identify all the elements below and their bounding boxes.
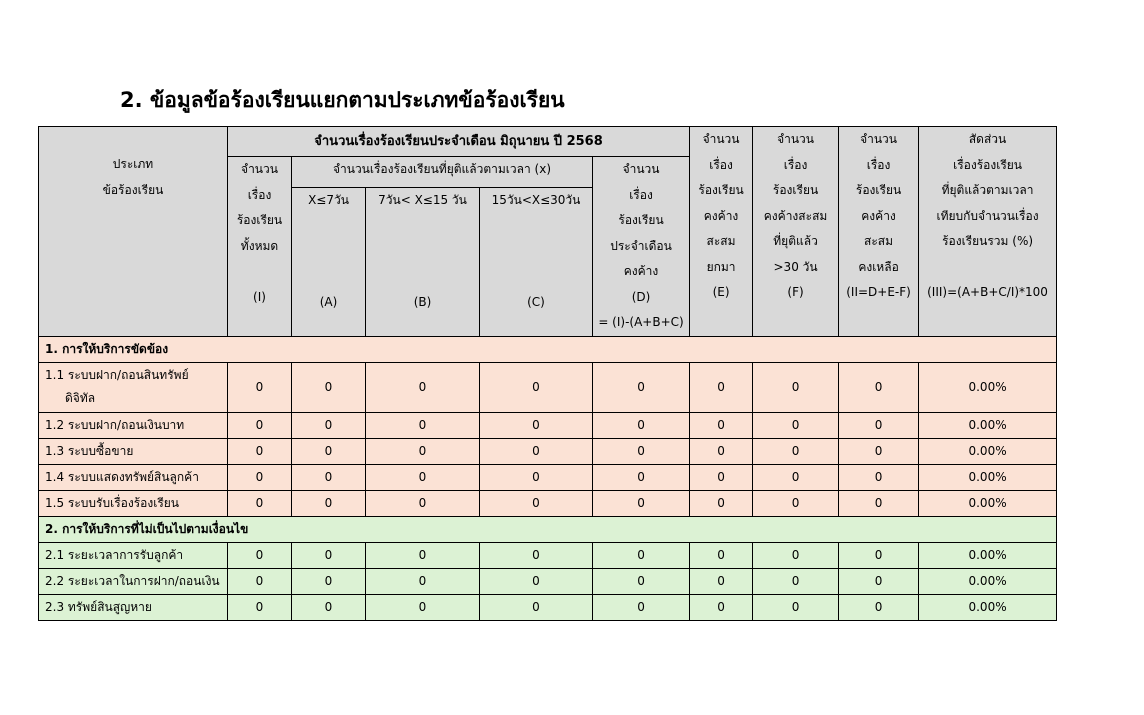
col_a-line: (A) bbox=[319, 294, 338, 309]
col_b-line bbox=[366, 264, 479, 290]
col_c-line bbox=[480, 213, 592, 239]
value-cell: 0 bbox=[839, 412, 919, 438]
value-cell: 0 bbox=[839, 542, 919, 568]
col_iii-line: สัดส่วน bbox=[968, 132, 1007, 146]
table-row bbox=[39, 594, 1057, 620]
value-cell: 0.00% bbox=[919, 412, 1057, 438]
value-cell: 0.00% bbox=[919, 362, 1057, 412]
value-cell: 0 bbox=[690, 464, 753, 490]
col_d-line: (D) bbox=[631, 289, 651, 304]
col_c-line: (C) bbox=[527, 294, 545, 309]
col_f-header bbox=[753, 127, 839, 337]
value-cell: 0 bbox=[228, 464, 292, 490]
total-line: เรื่อง bbox=[247, 187, 272, 202]
value-cell: 0 bbox=[690, 568, 753, 594]
value-cell: 0 bbox=[366, 362, 480, 412]
value-cell: 0.00% bbox=[919, 542, 1057, 568]
value-cell: 0 bbox=[593, 438, 690, 464]
value-cell: 0 bbox=[839, 594, 919, 620]
value-cell: 0 bbox=[593, 568, 690, 594]
col_e-header bbox=[690, 127, 753, 337]
value-cell: 0.00% bbox=[919, 594, 1057, 620]
col_iii-line: ที่ยุติแล้วตามเวลา bbox=[941, 183, 1034, 197]
row-label-line: 1.5 ระบบรับเรื่องร้องเรียน bbox=[45, 495, 179, 510]
value-cell: 0 bbox=[366, 464, 480, 490]
value-cell: 0 bbox=[228, 568, 292, 594]
col_ii-line: (II=D+E-F) bbox=[846, 285, 911, 299]
col_c-line bbox=[480, 264, 592, 290]
value-cell: 0 bbox=[839, 362, 919, 412]
col_ii-header bbox=[839, 127, 919, 337]
table-row bbox=[39, 542, 1057, 568]
col_a-header bbox=[292, 187, 366, 336]
value-cell: 0 bbox=[366, 438, 480, 464]
value-cell: 0 bbox=[690, 438, 753, 464]
value-cell: 0 bbox=[228, 542, 292, 568]
col_f-line: >30 วัน bbox=[773, 259, 818, 274]
value-cell: 0 bbox=[839, 438, 919, 464]
col_f-line: คงค้างสะสม bbox=[763, 208, 828, 223]
value-cell: 0 bbox=[593, 594, 690, 620]
value-cell: 0 bbox=[753, 490, 839, 516]
row-label-line: 1.2 ระบบฝาก/ถอนเงินบาท bbox=[45, 417, 185, 432]
value-cell: 0 bbox=[228, 412, 292, 438]
col_d-line: จำนวน bbox=[622, 162, 660, 176]
value-cell: 0 bbox=[366, 568, 480, 594]
total-line: จำนวน bbox=[241, 162, 278, 176]
section-title: 1. การให้บริการขัดข้อง bbox=[39, 336, 1057, 362]
value-cell: 0 bbox=[366, 490, 480, 516]
col_iii-line: (III)=(A+B+C/I)*100 bbox=[927, 285, 1048, 299]
value-cell: 0 bbox=[228, 438, 292, 464]
value-cell: 0.00% bbox=[919, 568, 1057, 594]
value-cell: 0 bbox=[753, 362, 839, 412]
col_f-line: ร้องเรียน bbox=[772, 183, 819, 197]
col_b-line: (B) bbox=[413, 294, 432, 309]
value-cell: 0 bbox=[690, 490, 753, 516]
col_iii-line: เทียบกับจำนวนเรื่อง bbox=[936, 208, 1039, 223]
table-row bbox=[39, 568, 1057, 594]
value-cell: 0 bbox=[480, 438, 593, 464]
total-line: (I) bbox=[253, 289, 266, 304]
row-label-line: 1.4 ระบบแสดงทรัพย์สินลูกค้า bbox=[45, 469, 199, 484]
value-cell: 0 bbox=[593, 412, 690, 438]
row-label bbox=[39, 412, 228, 438]
col_f-line: ที่ยุติแล้ว bbox=[773, 234, 818, 248]
col_d-line: ร้องเรียน bbox=[618, 213, 664, 227]
total-line: ร้องเรียน bbox=[236, 213, 283, 227]
row-label-line: 2.3 ทรัพย์สินสูญหาย bbox=[45, 599, 152, 614]
table-row bbox=[39, 362, 1057, 412]
value-cell: 0 bbox=[292, 568, 366, 594]
value-cell: 0 bbox=[480, 362, 593, 412]
col_c-header bbox=[480, 187, 593, 336]
complaints-table bbox=[38, 126, 1057, 621]
col_iii-line: ร้องเรียนรวม (%) bbox=[942, 234, 1034, 248]
value-cell: 0 bbox=[480, 594, 593, 620]
value-cell: 0 bbox=[292, 362, 366, 412]
page-title: 2. ข้อมูลข้อร้องเรียนแยกตามประเภทข้อร้องเรียน bbox=[120, 88, 565, 112]
category-line: ข้อร้องเรียน bbox=[102, 182, 164, 197]
col_a-line bbox=[292, 213, 365, 239]
value-cell: 0 bbox=[593, 362, 690, 412]
col_d-line: ประจำเดือน bbox=[610, 238, 672, 253]
value-cell: 0 bbox=[366, 542, 480, 568]
monthly-group-header: จำนวนเรื่องร้องเรียนประจำเดือน มิถุนายน ปี 2568 bbox=[228, 127, 690, 157]
col_d-header bbox=[593, 157, 690, 337]
col_f-line: เรื่อง bbox=[783, 157, 808, 172]
row-label bbox=[39, 542, 228, 568]
col_c-line: 15วัน<X≤30วัน bbox=[491, 192, 581, 207]
col_ii-line: คงค้าง bbox=[861, 208, 896, 223]
value-cell: 0 bbox=[228, 594, 292, 620]
col_iii-line: เรื่องร้องเรียน bbox=[953, 157, 1022, 172]
value-cell: 0 bbox=[292, 542, 366, 568]
value-cell: 0 bbox=[480, 412, 593, 438]
value-cell: 0 bbox=[753, 438, 839, 464]
value-cell: 0.00% bbox=[919, 438, 1057, 464]
col_b-line bbox=[366, 239, 479, 265]
col_d-line: = (I)-(A+B+C) bbox=[598, 315, 684, 329]
row-label-line: 1.3 ระบบซื้อขาย bbox=[45, 443, 134, 458]
value-cell: 0 bbox=[480, 568, 593, 594]
value-cell: 0 bbox=[292, 464, 366, 490]
row-label bbox=[39, 594, 228, 620]
value-cell: 0 bbox=[753, 594, 839, 620]
resolved-group-header: จำนวนเรื่องร้องเรียนที่ยุติแล้วตามเวลา (x) bbox=[292, 157, 593, 188]
value-cell: 0 bbox=[292, 412, 366, 438]
value-cell: 0 bbox=[690, 594, 753, 620]
value-cell: 0 bbox=[839, 490, 919, 516]
row-label bbox=[39, 464, 228, 490]
table-row bbox=[39, 490, 1057, 516]
value-cell: 0 bbox=[753, 568, 839, 594]
row-label-line: 2.2 ระยะเวลาในการฝาก/ถอนเงิน bbox=[45, 573, 220, 588]
total-header bbox=[228, 157, 292, 337]
value-cell: 0 bbox=[366, 594, 480, 620]
section-title: 2. การให้บริการที่ไม่เป็นไปตามเงื่อนไข bbox=[39, 516, 1057, 542]
col_b-line bbox=[366, 213, 479, 239]
col_a-line bbox=[292, 264, 365, 290]
row-label bbox=[39, 568, 228, 594]
total-line bbox=[228, 259, 291, 285]
col_ii-line: จำนวน bbox=[860, 132, 897, 146]
col_e-line: ยกมา bbox=[706, 259, 736, 274]
value-cell: 0 bbox=[292, 438, 366, 464]
col_f-line: (F) bbox=[787, 285, 804, 299]
total-line: ทั้งหมด bbox=[240, 238, 279, 253]
value-cell: 0 bbox=[480, 490, 593, 516]
value-cell: 0 bbox=[690, 542, 753, 568]
col_e-line: จำนวน bbox=[702, 132, 740, 146]
col_f-line: จำนวน bbox=[777, 132, 814, 146]
row-label bbox=[39, 438, 228, 464]
table-row bbox=[39, 412, 1057, 438]
value-cell: 0 bbox=[480, 464, 593, 490]
col_e-line: สะสม bbox=[706, 234, 736, 248]
value-cell: 0 bbox=[753, 464, 839, 490]
col_b-line: 7วัน< X≤15 วัน bbox=[378, 192, 467, 207]
value-cell: 0 bbox=[753, 542, 839, 568]
col_ii-line: คงเหลือ bbox=[858, 259, 899, 274]
value-cell: 0 bbox=[593, 542, 690, 568]
col_b-header bbox=[366, 187, 480, 336]
table-row bbox=[39, 464, 1057, 490]
value-cell: 0 bbox=[292, 594, 366, 620]
col_a-line bbox=[292, 239, 365, 265]
col_ii-line: สะสม bbox=[864, 234, 894, 248]
value-cell: 0.00% bbox=[919, 490, 1057, 516]
value-cell: 0 bbox=[839, 464, 919, 490]
col_e-line: (E) bbox=[712, 285, 730, 299]
col_d-line: เรื่อง bbox=[629, 187, 653, 202]
value-cell: 0.00% bbox=[919, 464, 1057, 490]
value-cell: 0 bbox=[753, 412, 839, 438]
value-cell: 0 bbox=[480, 542, 593, 568]
col_ii-line: เรื่อง bbox=[866, 157, 891, 172]
value-cell: 0 bbox=[690, 412, 753, 438]
col_iii-header bbox=[919, 127, 1057, 337]
row-label bbox=[39, 490, 228, 516]
value-cell: 0 bbox=[593, 490, 690, 516]
category-header bbox=[39, 127, 228, 337]
col_d-line: คงค้าง bbox=[623, 264, 659, 278]
value-cell: 0 bbox=[690, 362, 753, 412]
table-row bbox=[39, 438, 1057, 464]
value-cell: 0 bbox=[292, 490, 366, 516]
col_c-line bbox=[480, 239, 592, 265]
value-cell: 0 bbox=[228, 362, 292, 412]
row-label-line: ดิจิทัล bbox=[65, 391, 96, 405]
category-line: ประเภท bbox=[112, 157, 154, 171]
row-label-line: 2.1 ระยะเวลาการรับลูกค้า bbox=[45, 547, 184, 562]
value-cell: 0 bbox=[228, 490, 292, 516]
value-cell: 0 bbox=[839, 568, 919, 594]
col_e-line: ร้องเรียน bbox=[698, 183, 744, 197]
col_iii-line bbox=[919, 255, 1056, 281]
row-label-line: 1.1 ระบบฝาก/ถอนสินทรัพย์ bbox=[45, 368, 189, 382]
value-cell: 0 bbox=[366, 412, 480, 438]
col_ii-line: ร้องเรียน bbox=[855, 183, 902, 197]
value-cell: 0 bbox=[593, 464, 690, 490]
col_e-line: คงค้าง bbox=[703, 208, 739, 223]
col_a-line: X≤7วัน bbox=[308, 192, 349, 207]
row-label bbox=[39, 362, 228, 412]
col_e-line: เรื่อง bbox=[709, 157, 733, 172]
